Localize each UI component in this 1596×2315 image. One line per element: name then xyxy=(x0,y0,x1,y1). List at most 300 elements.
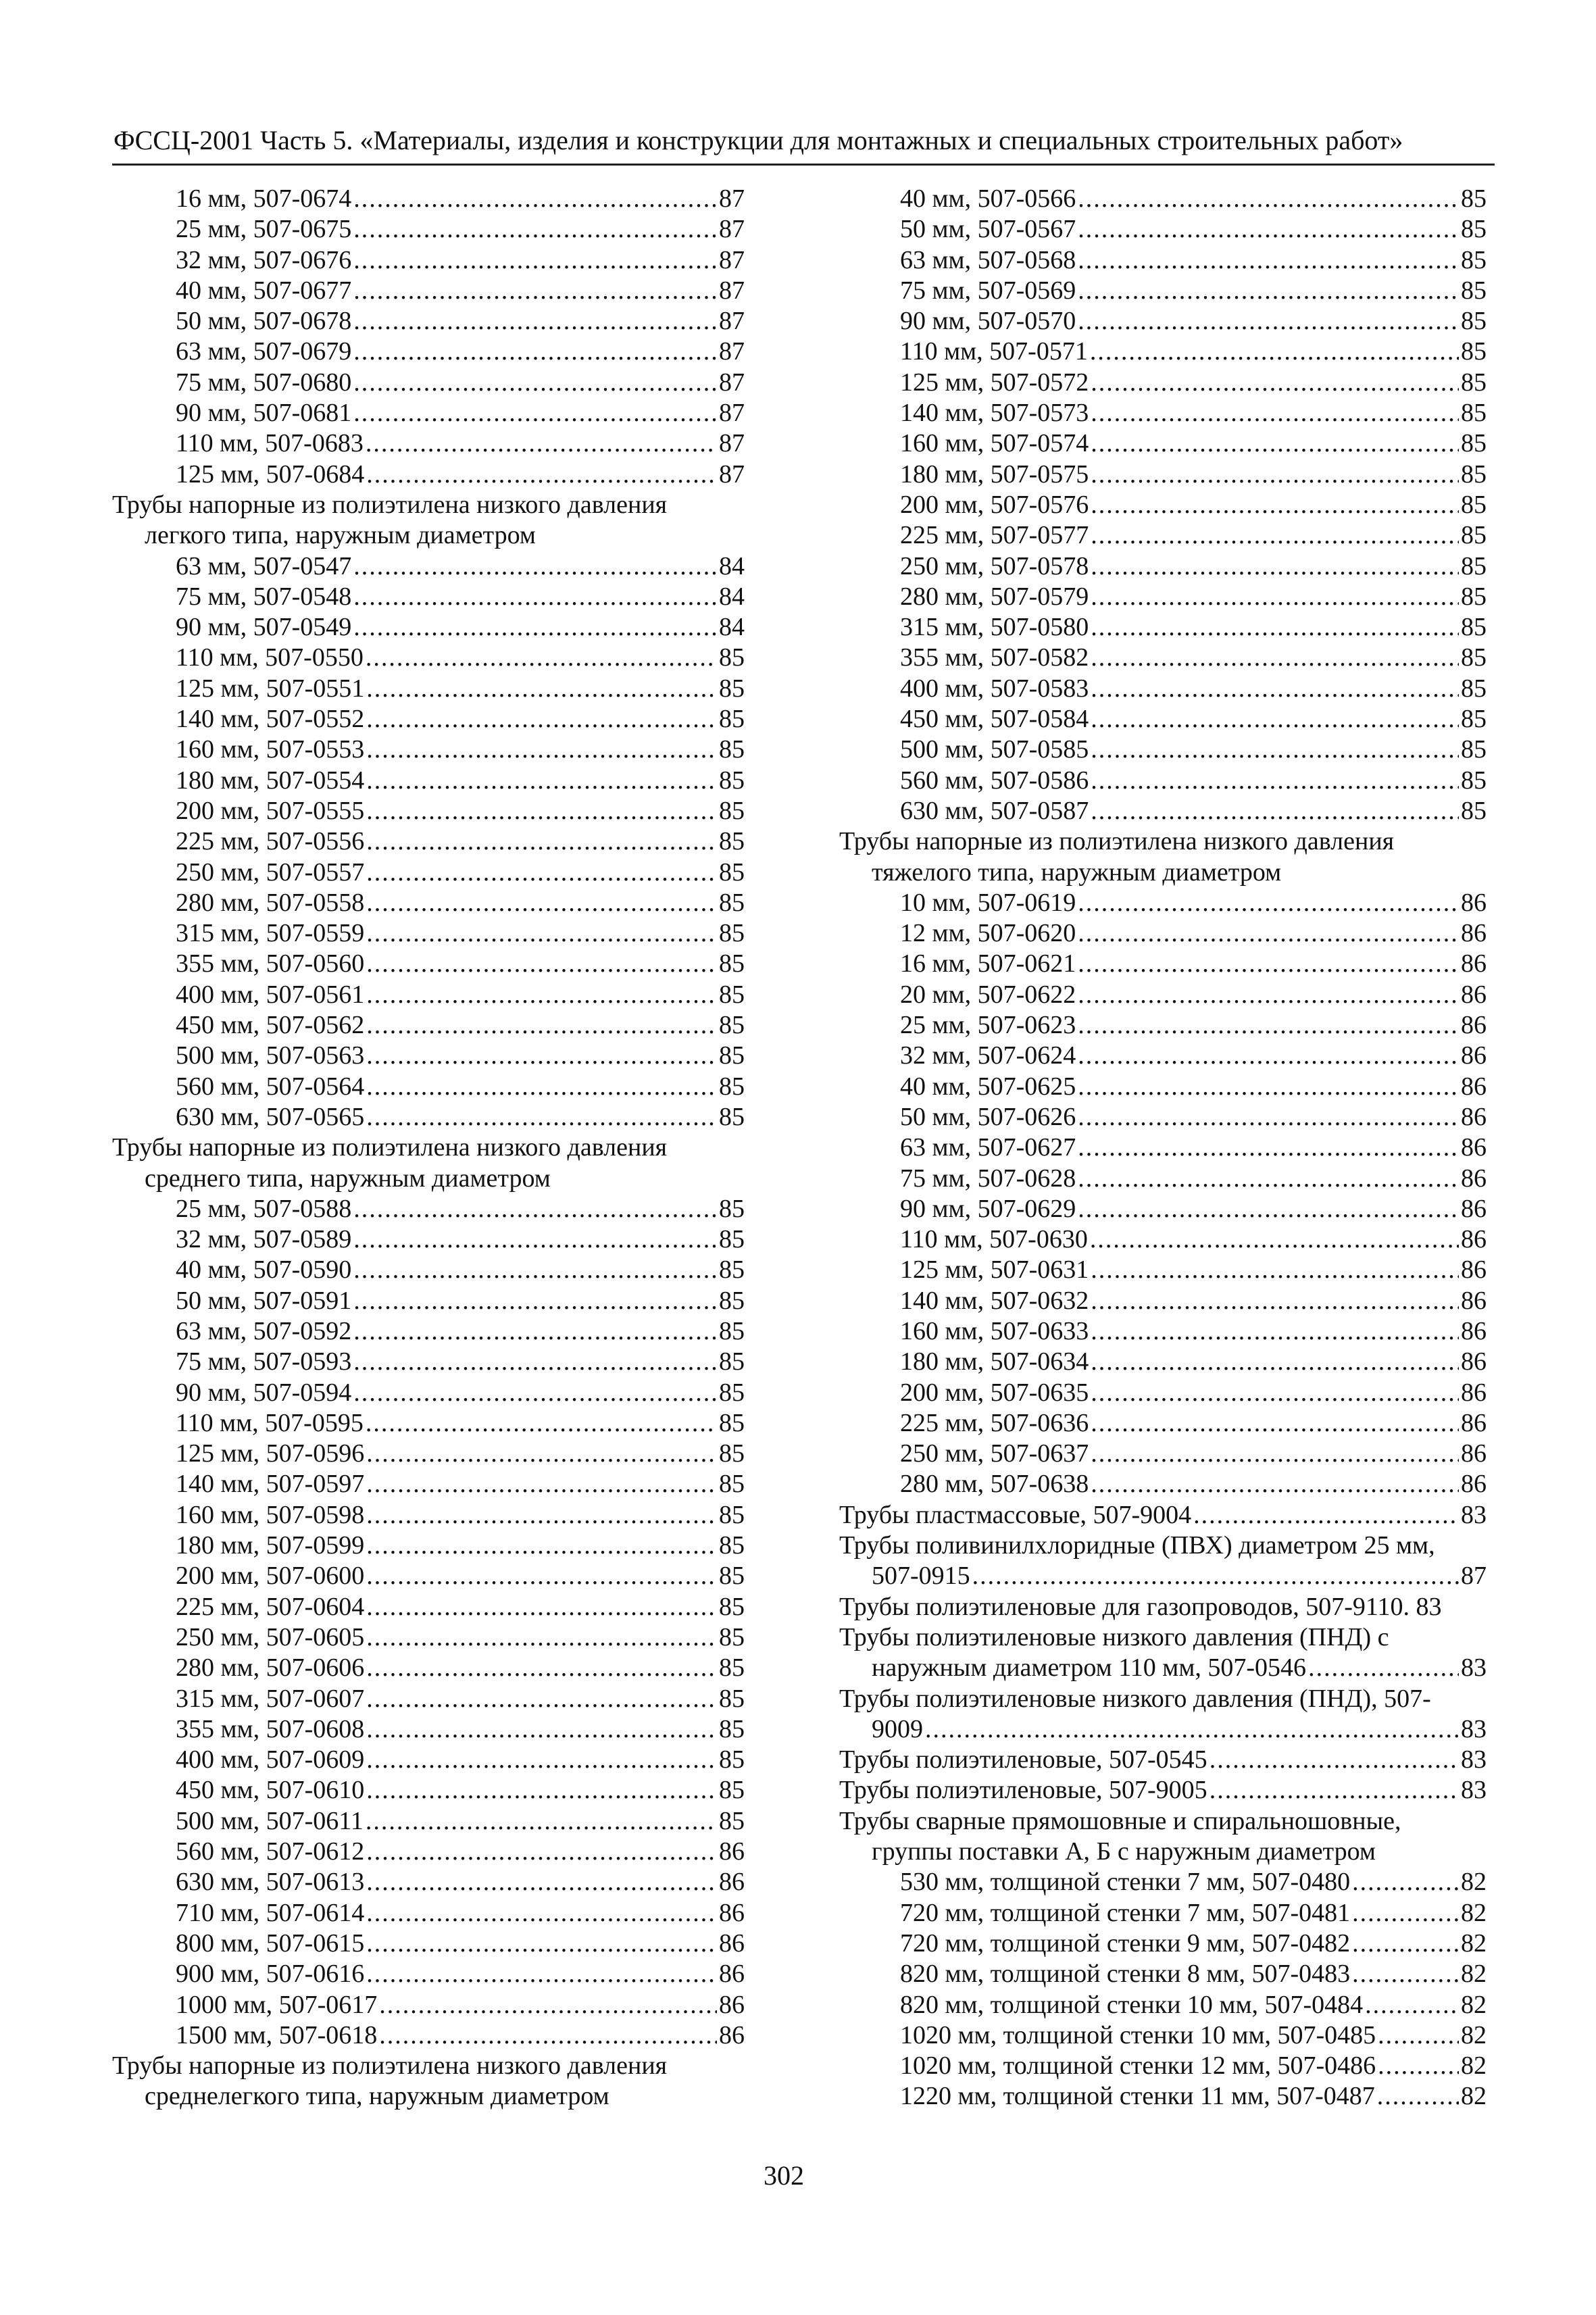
dot-leader xyxy=(366,888,717,918)
index-entry xyxy=(837,306,1487,337)
index-entry-label: 10 мм, 507-0619 xyxy=(900,888,1076,917)
dot-leader xyxy=(1091,520,1459,551)
index-entry xyxy=(109,704,745,735)
index-entry-page: 86 xyxy=(719,1837,745,1866)
index-entry xyxy=(837,1928,1487,1959)
dot-leader xyxy=(1352,1959,1459,1989)
dot-leader xyxy=(1078,306,1459,337)
index-entry-label: 75 мм, 507-0569 xyxy=(900,276,1076,305)
index-entry-label: Трубы пластмассовые, 507-9004 xyxy=(839,1500,1192,1529)
dot-leader xyxy=(1078,980,1459,1010)
index-entry-page: 86 xyxy=(719,2020,745,2049)
dot-leader xyxy=(366,1653,717,1683)
index-entry xyxy=(109,2081,745,2112)
dot-leader xyxy=(366,1530,717,1561)
index-entry-label: 1000 мм, 507-0617 xyxy=(176,1990,378,2019)
index-entry xyxy=(837,184,1487,214)
index-entry-label: 140 мм, 507-0597 xyxy=(176,1470,365,1499)
index-entry xyxy=(837,766,1487,796)
index-entry xyxy=(109,368,745,398)
index-entry-label: 560 мм, 507-0586 xyxy=(900,766,1089,795)
index-entry xyxy=(109,1378,745,1408)
index-entry-label: 63 мм, 507-0592 xyxy=(176,1316,352,1345)
dot-leader xyxy=(366,980,717,1010)
index-entry-label: 110 мм, 507-0630 xyxy=(900,1225,1088,1254)
index-entry xyxy=(837,1622,1487,1653)
index-entry xyxy=(837,582,1487,612)
index-entry-page: 83 xyxy=(1461,1500,1487,1529)
index-entry-page: 85 xyxy=(1461,796,1487,825)
index-entry xyxy=(837,1837,1487,1867)
dot-leader xyxy=(366,1898,717,1928)
index-entry-page: 85 xyxy=(719,1286,745,1315)
dot-leader xyxy=(1078,184,1459,214)
index-entry-page: 87 xyxy=(719,307,745,336)
index-entry xyxy=(837,398,1487,428)
index-entry-label: 250 мм, 507-0605 xyxy=(176,1622,365,1651)
index-entry-label: 400 мм, 507-0609 xyxy=(176,1745,365,1774)
index-entry-label: тяжелого типа, наружным диаметром xyxy=(872,857,1282,887)
index-entry-page: 86 xyxy=(1461,1255,1487,1285)
index-entry xyxy=(109,888,745,918)
index-entry-page: 85 xyxy=(1461,613,1487,642)
index-entry xyxy=(109,1837,745,1867)
index-entry-page: 86 xyxy=(1461,1164,1487,1193)
index-entry xyxy=(109,1775,745,1806)
index-entry-page: 85 xyxy=(1461,735,1487,764)
index-entry-page: 85 xyxy=(1461,766,1487,795)
index-entry xyxy=(837,1745,1487,1775)
dot-leader xyxy=(1091,643,1459,673)
dot-leader xyxy=(1091,1408,1459,1439)
index-column-right xyxy=(837,184,1487,2112)
index-entry-page: 86 xyxy=(1461,1408,1487,1437)
index-entry xyxy=(837,337,1487,367)
index-entry xyxy=(837,1194,1487,1224)
dot-leader xyxy=(1078,276,1459,306)
index-entry xyxy=(837,1255,1487,1285)
index-entry-page: 82 xyxy=(1461,2020,1487,2049)
index-entry-page: 86 xyxy=(1461,888,1487,917)
dot-leader xyxy=(353,337,717,367)
index-entry xyxy=(837,1102,1487,1132)
index-entry xyxy=(837,1806,1487,1837)
index-entry xyxy=(109,2020,745,2051)
index-entry-label: 140 мм, 507-0632 xyxy=(900,1286,1089,1315)
index-entry-page: 85 xyxy=(719,1041,745,1070)
index-entry-label: 800 мм, 507-0615 xyxy=(176,1928,365,1958)
index-entry-page: 85 xyxy=(1461,490,1487,519)
index-entry-label: 180 мм, 507-0575 xyxy=(900,459,1089,489)
dot-leader xyxy=(1091,551,1459,582)
index-entry-page: 85 xyxy=(719,1316,745,1345)
index-entry-label: 125 мм, 507-0572 xyxy=(900,368,1089,397)
index-entry-label: 560 мм, 507-0564 xyxy=(176,1072,365,1101)
index-entry xyxy=(837,1775,1487,1806)
index-entry-label: 500 мм, 507-0611 xyxy=(176,1806,364,1835)
dot-leader xyxy=(1078,918,1459,949)
index-entry-page: 87 xyxy=(719,337,745,366)
index-column-left xyxy=(109,184,745,2112)
dot-leader xyxy=(366,459,717,490)
index-entry xyxy=(109,1561,745,1591)
dot-leader xyxy=(1078,245,1459,276)
index-entry-page: 86 xyxy=(1461,1194,1487,1223)
index-entry xyxy=(837,2020,1487,2051)
index-entry xyxy=(109,582,745,612)
index-entry-page: 85 xyxy=(719,766,745,795)
index-entry-page: 86 xyxy=(719,1990,745,2019)
index-entry xyxy=(109,1469,745,1499)
index-entry-label: 75 мм, 507-0548 xyxy=(176,582,352,611)
index-entry-label: 160 мм, 507-0574 xyxy=(900,429,1089,458)
index-entry-label: 400 мм, 507-0583 xyxy=(900,674,1089,703)
dot-leader xyxy=(1352,1928,1459,1959)
index-entry-page: 85 xyxy=(1461,429,1487,458)
dot-leader xyxy=(366,1592,717,1622)
index-entry-label: 63 мм, 507-0547 xyxy=(176,551,352,580)
index-entry-page: 86 xyxy=(1461,919,1487,948)
index-entry-page: 86 xyxy=(1461,1378,1487,1407)
index-entry-label: 820 мм, толщиной стенки 8 мм, 507-0483 xyxy=(900,1960,1351,1989)
dot-leader xyxy=(366,1500,717,1530)
index-entry xyxy=(837,1714,1487,1745)
index-entry-label: 32 мм, 507-0589 xyxy=(176,1225,352,1254)
index-entry xyxy=(109,1164,745,1194)
index-entry xyxy=(837,1378,1487,1408)
page-number: 302 xyxy=(764,2160,804,2191)
index-entry-label: 180 мм, 507-0554 xyxy=(176,766,365,795)
index-entry-label: 200 мм, 507-0555 xyxy=(176,796,365,825)
index-entry-label: Трубы напорные из полиэтилена низкого давления xyxy=(112,1133,668,1162)
index-entry xyxy=(837,490,1487,520)
dot-leader xyxy=(353,1347,717,1377)
index-entry xyxy=(837,1898,1487,1928)
dot-leader xyxy=(1091,368,1459,398)
index-entry-page: 85 xyxy=(719,888,745,917)
index-entry-label: 40 мм, 507-0566 xyxy=(900,184,1076,213)
dot-leader xyxy=(366,735,717,765)
index-entry-page: 85 xyxy=(719,1408,745,1437)
index-entry-label: 50 мм, 507-0678 xyxy=(176,307,352,336)
dot-leader xyxy=(366,674,717,704)
dot-leader xyxy=(366,1408,717,1439)
index-entry-label: Трубы полиэтиленовые, 507-0545 xyxy=(839,1745,1207,1774)
index-entry-label: 110 мм, 507-0683 xyxy=(176,429,364,458)
dot-leader xyxy=(353,551,717,582)
dot-leader xyxy=(353,398,717,428)
index-entry-page: 85 xyxy=(1461,245,1487,274)
index-entry-label: Трубы полиэтиленовые низкого давления (ПНД) с xyxy=(839,1622,1389,1651)
index-entry xyxy=(109,1928,745,1959)
index-entry-page: 86 xyxy=(1461,1347,1487,1376)
dot-leader xyxy=(366,1684,717,1714)
dot-leader xyxy=(925,1714,1459,1745)
index-entry xyxy=(837,214,1487,245)
index-entry-page: 86 xyxy=(719,1928,745,1958)
index-entry-label: Трубы напорные из полиэтилена низкого давления xyxy=(112,490,668,519)
index-entry xyxy=(109,245,745,276)
index-entry xyxy=(837,643,1487,673)
index-entry xyxy=(109,214,745,245)
index-entry xyxy=(109,1072,745,1102)
dot-leader xyxy=(353,612,717,643)
index-entry xyxy=(837,1959,1487,1989)
dot-leader xyxy=(1091,1286,1459,1316)
index-entry-page: 87 xyxy=(1461,1562,1487,1591)
index-entry-label: 125 мм, 507-0684 xyxy=(176,459,365,489)
index-entry xyxy=(109,184,745,214)
index-entry-label: Трубы напорные из полиэтилена низкого давления xyxy=(112,2051,668,2081)
index-entry-label: среднего типа, наружным диаметром xyxy=(145,1164,551,1193)
index-entry xyxy=(109,1745,745,1775)
index-entry-page: 85 xyxy=(1461,521,1487,550)
index-entry xyxy=(109,612,745,643)
index-entry-label: 75 мм, 507-0593 xyxy=(176,1347,352,1376)
dot-leader xyxy=(366,1439,717,1469)
index-entry-label: 1500 мм, 507-0618 xyxy=(176,2020,378,2049)
index-entry-label: 250 мм, 507-0557 xyxy=(176,857,365,887)
index-entry-label: Трубы полиэтиленовые, 507-9005 xyxy=(839,1776,1207,1805)
dot-leader xyxy=(1091,582,1459,612)
dot-leader xyxy=(1078,1041,1459,1071)
index-entry-label: 50 мм, 507-0591 xyxy=(176,1286,352,1315)
dot-leader xyxy=(353,1316,717,1347)
dot-leader xyxy=(366,704,717,735)
dot-leader xyxy=(366,949,717,979)
index-entry xyxy=(109,490,745,520)
dot-leader xyxy=(353,214,717,245)
index-entry-page: 86 xyxy=(1461,1102,1487,1131)
index-entry xyxy=(109,337,745,367)
index-entry-page: 85 xyxy=(719,735,745,764)
index-entry-label: 280 мм, 507-0606 xyxy=(176,1653,365,1683)
index-entry-label: 140 мм, 507-0552 xyxy=(176,705,365,734)
index-entry xyxy=(109,1622,745,1653)
index-entry-label: 710 мм, 507-0614 xyxy=(176,1898,365,1927)
index-entry-page: 82 xyxy=(1461,1990,1487,2019)
index-entry-label: 160 мм, 507-0553 xyxy=(176,735,365,764)
dot-leader xyxy=(366,826,717,857)
dot-leader xyxy=(1091,1469,1459,1499)
index-entry xyxy=(109,1010,745,1041)
index-entry-page: 85 xyxy=(1461,215,1487,244)
index-entry-label: 160 мм, 507-0633 xyxy=(900,1316,1089,1345)
dot-leader xyxy=(353,1286,717,1316)
index-entry xyxy=(109,1898,745,1928)
index-entry-label: 225 мм, 507-0556 xyxy=(176,827,365,856)
index-entry xyxy=(109,1255,745,1285)
dot-leader xyxy=(366,643,717,673)
index-entry-label: 250 мм, 507-0637 xyxy=(900,1439,1089,1468)
index-entry-label: 12 мм, 507-0620 xyxy=(900,919,1076,948)
index-entry-label: 720 мм, толщиной стенки 7 мм, 507-0481 xyxy=(900,1898,1351,1927)
index-entry-label: 225 мм, 507-0604 xyxy=(176,1592,365,1621)
index-entry-page: 85 xyxy=(1461,705,1487,734)
index-entry xyxy=(837,674,1487,704)
index-entry-label: 200 мм, 507-0600 xyxy=(176,1562,365,1591)
index-entry-label: 32 мм, 507-0624 xyxy=(900,1041,1076,1070)
index-entry xyxy=(837,888,1487,918)
dot-leader xyxy=(1091,398,1459,428)
dot-leader xyxy=(379,1990,717,2020)
index-entry xyxy=(837,612,1487,643)
index-entry-page: 82 xyxy=(1461,2082,1487,2111)
index-entry-page: 85 xyxy=(719,980,745,1009)
index-entry-label: 75 мм, 507-0680 xyxy=(176,368,352,397)
index-entry xyxy=(109,1224,745,1255)
dot-leader xyxy=(366,1714,717,1745)
index-entry xyxy=(109,1041,745,1071)
index-entry xyxy=(109,1102,745,1132)
dot-leader xyxy=(1378,2051,1459,2081)
index-entry-page: 85 xyxy=(719,1562,745,1591)
index-entry-label: 225 мм, 507-0636 xyxy=(900,1408,1089,1437)
index-entry-page: 85 xyxy=(719,643,745,672)
dot-leader xyxy=(353,1378,717,1408)
index-entry xyxy=(109,918,745,949)
index-entry xyxy=(837,428,1487,459)
dot-leader xyxy=(1308,1653,1459,1683)
index-entry xyxy=(109,1867,745,1897)
index-entry-label: 720 мм, толщиной стенки 9 мм, 507-0482 xyxy=(900,1928,1351,1958)
index-entry-label: 507-0915 xyxy=(872,1562,970,1591)
index-entry-page: 85 xyxy=(719,1072,745,1101)
index-entry xyxy=(109,674,745,704)
index-entry-label: 355 мм, 507-0608 xyxy=(176,1714,365,1743)
index-entry-label: 500 мм, 507-0585 xyxy=(900,735,1089,764)
index-entry-label: 450 мм, 507-0562 xyxy=(176,1011,365,1040)
index-entry-page: 82 xyxy=(1461,1868,1487,1897)
index-entry-page: 85 xyxy=(719,674,745,703)
header-rule xyxy=(112,164,1495,166)
index-entry-label: 560 мм, 507-0612 xyxy=(176,1837,365,1866)
dot-leader xyxy=(1091,1255,1459,1285)
index-entry-page: 86 xyxy=(1461,1316,1487,1345)
index-entry-label: 315 мм, 507-0580 xyxy=(900,613,1089,642)
index-entry xyxy=(837,245,1487,276)
dot-leader xyxy=(366,1959,717,1989)
index-entry xyxy=(837,704,1487,735)
index-entry-label: 63 мм, 507-0627 xyxy=(900,1133,1076,1162)
dot-leader xyxy=(1091,490,1459,520)
index-entry xyxy=(837,1010,1487,1041)
index-entry xyxy=(109,1530,745,1561)
index-entry xyxy=(837,1500,1487,1530)
index-entry xyxy=(109,643,745,673)
index-entry-label: 180 мм, 507-0634 xyxy=(900,1347,1089,1376)
index-entry-page: 85 xyxy=(719,1684,745,1713)
index-entry-label: 32 мм, 507-0676 xyxy=(176,245,352,274)
index-entry-page: 87 xyxy=(719,276,745,305)
index-entry-page: 84 xyxy=(719,582,745,611)
index-entry-label: 530 мм, толщиной стенки 7 мм, 507-0480 xyxy=(900,1868,1351,1897)
index-entry-label: 630 мм, 507-0613 xyxy=(176,1868,365,1897)
dot-leader xyxy=(1078,1010,1459,1041)
index-entry-label: 900 мм, 507-0616 xyxy=(176,1960,365,1989)
index-entry-label: 1020 мм, толщиной стенки 12 мм, 507-0486 xyxy=(900,2051,1376,2081)
index-entry-page: 85 xyxy=(719,1470,745,1499)
dot-leader xyxy=(353,582,717,612)
index-entry xyxy=(837,1041,1487,1071)
dot-leader xyxy=(366,1745,717,1775)
index-entry xyxy=(837,1653,1487,1683)
index-entry xyxy=(109,459,745,490)
dot-leader xyxy=(366,1806,717,1837)
index-entry-label: 40 мм, 507-0677 xyxy=(176,276,352,305)
index-entry-label: 140 мм, 507-0573 xyxy=(900,399,1089,428)
dot-leader xyxy=(1352,1898,1459,1928)
index-entry-label: 355 мм, 507-0582 xyxy=(900,643,1089,672)
index-entry-page: 84 xyxy=(719,551,745,580)
index-entry-page: 85 xyxy=(719,1378,745,1407)
dot-leader xyxy=(972,1561,1459,1591)
index-entry-page: 86 xyxy=(719,1960,745,1989)
index-entry-page: 85 xyxy=(1461,184,1487,213)
index-entry-label: 500 мм, 507-0563 xyxy=(176,1041,365,1070)
index-entry xyxy=(109,1439,745,1469)
index-entry-label: легкого типа, наружным диаметром xyxy=(145,521,536,550)
index-entry-page: 83 xyxy=(1461,1745,1487,1774)
index-entry-label: 110 мм, 507-0550 xyxy=(176,643,364,672)
index-entry-label: 450 мм, 507-0610 xyxy=(176,1776,365,1805)
index-entry xyxy=(109,949,745,979)
index-entry-page: 87 xyxy=(719,429,745,458)
index-entry-label: 9009 xyxy=(872,1714,923,1743)
dot-leader xyxy=(353,1194,717,1224)
index-entry-page: 85 xyxy=(1461,459,1487,489)
index-entry-page: 85 xyxy=(719,1806,745,1835)
index-entry-page: 85 xyxy=(1461,276,1487,305)
index-entry-page: 85 xyxy=(1461,582,1487,611)
index-entry-page: 85 xyxy=(719,1500,745,1529)
index-entry-label: 280 мм, 507-0558 xyxy=(176,888,365,917)
index-entry xyxy=(109,796,745,826)
index-entry xyxy=(837,1561,1487,1591)
index-entry-page: 85 xyxy=(719,1653,745,1683)
dot-leader xyxy=(366,918,717,949)
index-entry xyxy=(837,1286,1487,1316)
index-entry-label: 16 мм, 507-0621 xyxy=(900,949,1076,978)
index-entry-label: 200 мм, 507-0635 xyxy=(900,1378,1089,1407)
index-entry-page: 85 xyxy=(719,1592,745,1621)
dot-leader xyxy=(1091,735,1459,765)
index-entry-page: 87 xyxy=(719,184,745,213)
index-entry-label: 125 мм, 507-0551 xyxy=(176,674,365,703)
dot-leader xyxy=(366,796,717,826)
index-entry-label: 110 мм, 507-0595 xyxy=(176,1408,364,1437)
index-entry-label: 1220 мм, толщиной стенки 11 мм, 507-0487 xyxy=(900,2082,1375,2111)
index-entry xyxy=(837,826,1487,857)
index-entry-page: 85 xyxy=(719,857,745,887)
dot-leader xyxy=(1193,1500,1459,1530)
index-entry-label: наружным диаметром 110 мм, 507-0546 xyxy=(872,1653,1307,1683)
index-entry-page: 86 xyxy=(1461,1072,1487,1101)
index-entry xyxy=(109,276,745,306)
index-entry xyxy=(837,2051,1487,2081)
index-entry-label: 400 мм, 507-0561 xyxy=(176,980,365,1009)
index-entry xyxy=(837,949,1487,979)
index-entry-page: 85 xyxy=(1461,307,1487,336)
index-entry-page: 85 xyxy=(1461,643,1487,672)
dot-leader xyxy=(366,1041,717,1071)
index-entry-page: 82 xyxy=(1461,1898,1487,1927)
index-entry-label: 125 мм, 507-0596 xyxy=(176,1439,365,1468)
index-entry-page: 86 xyxy=(1461,1011,1487,1040)
index-entry-label: среднелегкого типа, наружным диаметром xyxy=(145,2082,609,2111)
dot-leader xyxy=(1091,612,1459,643)
dot-leader xyxy=(379,2020,717,2051)
